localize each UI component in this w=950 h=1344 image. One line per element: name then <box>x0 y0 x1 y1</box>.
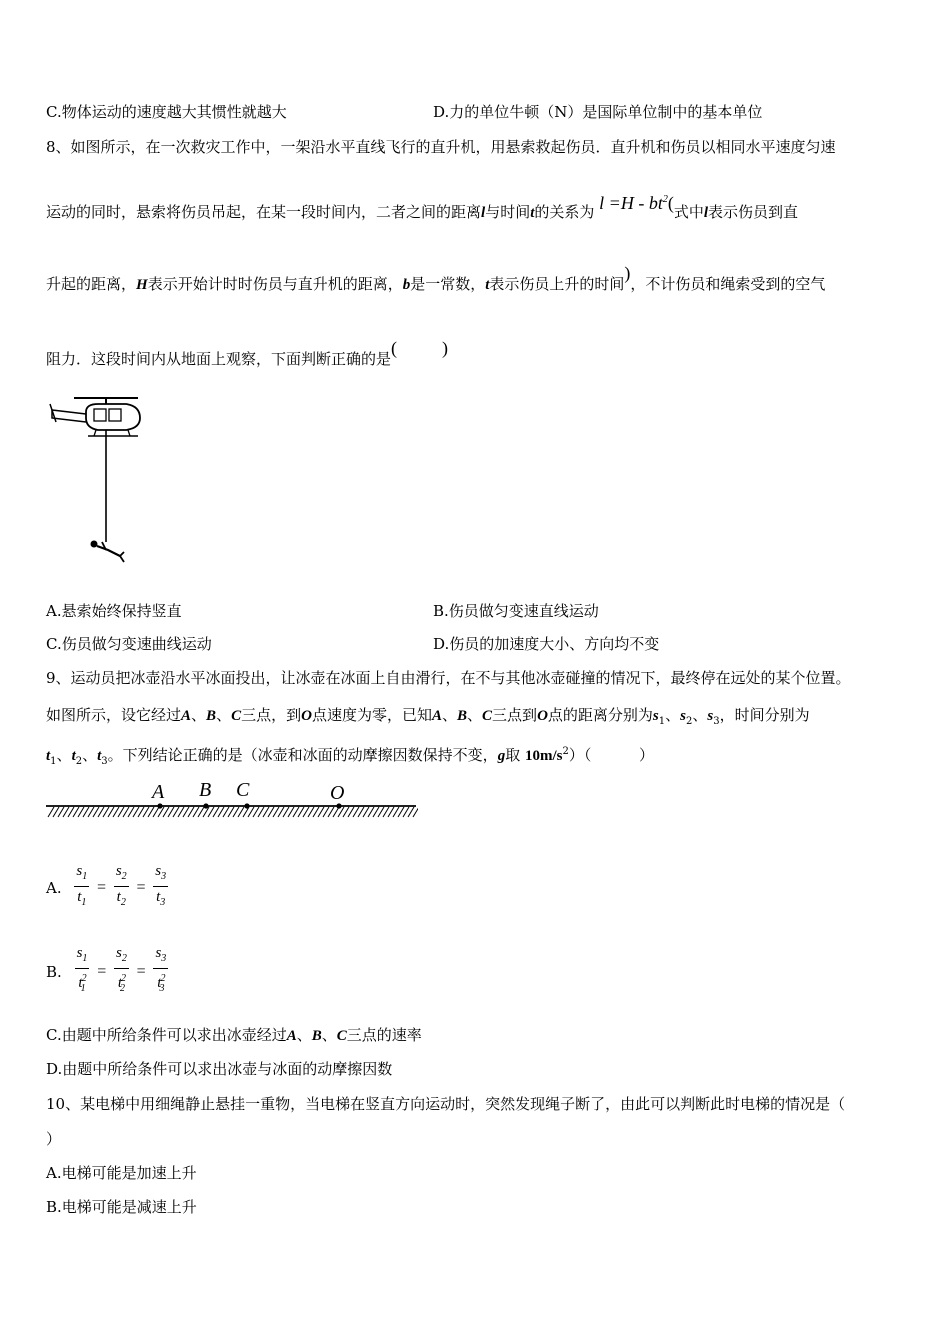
hatch-line <box>193 807 199 817</box>
hatch-line <box>73 807 79 817</box>
q8-text: 式中 <box>673 203 704 221</box>
q8-text: 的关系为 <box>534 203 595 221</box>
point-c: C <box>231 708 242 724</box>
open-paren: ( <box>667 193 674 213</box>
hatch-line <box>78 807 84 817</box>
hatch-line <box>168 807 174 817</box>
equals: = <box>136 962 146 980</box>
hatch-line <box>88 807 94 817</box>
q8-text: 是一常数， <box>410 275 486 293</box>
person-legs <box>120 552 124 562</box>
hatch-line <box>63 807 69 817</box>
point-o: O <box>537 708 548 724</box>
q9-text: ，时间分别为 <box>719 706 810 724</box>
hatch-line <box>183 807 189 817</box>
q9-text: 点的距离分别为 <box>547 706 653 724</box>
person-body <box>97 546 120 556</box>
hatch-line <box>253 807 259 817</box>
point-b: B <box>206 708 217 724</box>
q8-option-a: A.悬索始终保持竖直 <box>46 602 182 620</box>
q10-option-a: A.电梯可能是加速上升 <box>46 1164 197 1182</box>
point-c: C <box>482 708 493 724</box>
helicopter-figure <box>46 392 156 572</box>
hatch-line <box>288 807 294 817</box>
hatch-line <box>218 807 224 817</box>
q8-text: 与时间 <box>485 203 531 221</box>
hatch-line <box>303 807 309 817</box>
sep: 、 <box>56 746 72 764</box>
q8-text: 表示开始计时时伤员与直升机的距离， <box>147 275 403 293</box>
hatch-line <box>58 807 64 817</box>
g-value: 10m/s <box>524 748 563 764</box>
q8-option-d: D.伤员的加速度大小、方向均不变 <box>433 635 660 653</box>
q9-option-d: D.由题中所给条件可以求出冰壶与冰面的动摩擦因数 <box>46 1060 393 1078</box>
t2-sub: 2 <box>75 756 83 767</box>
option-a-label: A. <box>46 878 62 897</box>
equals: = <box>136 878 146 896</box>
point-o: O <box>301 708 312 724</box>
hatch-line <box>98 807 104 817</box>
s1-sub: 1 <box>658 716 666 727</box>
person-head <box>91 541 98 548</box>
q10-option-b: B.电梯可能是减速上升 <box>46 1198 197 1216</box>
hatch-line <box>138 807 144 817</box>
hatch-line <box>173 807 179 817</box>
hatch-line <box>153 807 159 817</box>
q9-option-c: C.由题中所给条件可以求出冰壶经过A、B、C三点的速率 <box>46 1026 422 1044</box>
hatch-line <box>243 807 249 817</box>
q8-text: 升起的距离， <box>46 275 137 293</box>
fraction-s1-t1sq: $\frac{s_1}{t^2_1}$ <box>76 945 88 994</box>
hatch-line <box>293 807 299 817</box>
equals: = <box>97 878 107 896</box>
hatch-line <box>308 807 314 817</box>
equals: = <box>97 962 107 980</box>
q8-option-c: C.伤员做匀变速曲线运动 <box>46 635 212 653</box>
q8-option-b: B.伤员做匀变速直线运动 <box>433 602 599 620</box>
hatch-line <box>398 807 404 817</box>
q9-option-a <box>46 862 170 913</box>
var-t: t <box>485 277 490 293</box>
label-o: O <box>330 782 345 804</box>
hatch-line <box>363 807 369 817</box>
hatch-line <box>368 807 374 817</box>
g-exp: 2 <box>562 746 569 757</box>
fraction-s3-t3: $\frac{s_3}{t_3}$ <box>155 863 167 908</box>
hatch-line <box>143 807 149 817</box>
sep: 、 <box>82 746 98 764</box>
hatch-line <box>378 807 384 817</box>
hatch-line <box>128 807 134 817</box>
ice-surface-figure <box>44 776 418 822</box>
tail-boom <box>52 410 86 422</box>
var-g: g <box>497 748 506 764</box>
point-a: A <box>181 708 192 724</box>
fraction-s2-t2sq: $\frac{s_2}{t^2_2}$ <box>116 945 127 994</box>
q9-text: 。下列结论正确的是（冰壶和冰面的动摩擦因数保持不变， <box>107 746 498 764</box>
fraction-s3-t3sq: $\frac{s_3}{t^2_3}$ <box>155 945 167 994</box>
q10-stem-line1: 10、某电梯中用细绳静止悬挂一重物，当电梯在竖直方向运动时，突然发现绳子断了，由此可以判断此时电梯的情况是（ <box>46 1095 846 1113</box>
hatch-line <box>68 807 74 817</box>
hatch-line <box>188 807 194 817</box>
hatch-line <box>283 807 289 817</box>
q9-text: 点速度为零，已知 <box>311 706 432 724</box>
hatch-line <box>263 807 269 817</box>
hatch-line <box>393 807 399 817</box>
hatch-line <box>268 807 274 817</box>
hatch-line <box>298 807 304 817</box>
surface-hatching <box>48 807 418 817</box>
q9-text: 取 <box>505 746 521 764</box>
hatch-line <box>113 807 119 817</box>
label-c: C <box>236 779 250 801</box>
label-a: A <box>152 781 165 803</box>
q8-stem-line2 <box>46 193 799 223</box>
q8-stem-line3 <box>46 263 826 295</box>
t1: t <box>46 748 51 764</box>
point-c-dot <box>244 803 249 808</box>
answer-paren: ( ) <box>391 338 449 358</box>
hatch-line <box>313 807 319 817</box>
fraction-s1-t1: $\frac{s_1}{t_1}$ <box>76 863 88 908</box>
hatch-line <box>108 807 114 817</box>
point-a: A <box>431 708 442 724</box>
hatch-line <box>403 807 409 817</box>
t2: t <box>71 748 76 764</box>
q9-stem-line1: 9、运动员把冰壶沿水平冰面投出，让冰壶在冰面上自由滑行，在不与其他冰壶碰撞的情况下，最终停在远处的某个位置。 <box>46 669 851 687</box>
var-b: b <box>402 277 411 293</box>
q8-text: 运动的同时，悬索将伤员吊起，在某一段时间内，二者之间的距离 <box>46 203 482 221</box>
formula-exponent: 2 <box>662 194 668 205</box>
fraction-s2-t2: $\frac{s_2}{t_2}$ <box>115 863 127 908</box>
hatch-line <box>318 807 324 817</box>
hatch-line <box>343 807 349 817</box>
sep: 、 <box>191 706 207 724</box>
hatch-line <box>328 807 334 817</box>
q9-stem-line3 <box>46 742 654 772</box>
option-b-label: B. <box>46 962 62 981</box>
sep: 、 <box>692 706 708 724</box>
q8-formula <box>599 193 668 213</box>
point-a-dot <box>157 803 162 808</box>
hatch-line <box>258 807 264 817</box>
var-H: H <box>136 277 148 293</box>
hatch-line <box>233 807 239 817</box>
q10-stem-line2: ） <box>46 1130 62 1148</box>
point-b-dot <box>203 803 208 808</box>
hatch-line <box>198 807 204 817</box>
s2-sub: 2 <box>686 716 693 727</box>
hatch-line <box>163 807 169 817</box>
hatch-line <box>408 807 414 817</box>
hatch-line <box>278 807 284 817</box>
q9-text: ）（ ） <box>568 746 655 764</box>
hatch-line <box>333 807 339 817</box>
q9-stem-line2 <box>46 705 810 732</box>
hatch-line <box>223 807 229 817</box>
hatch-line <box>178 807 184 817</box>
hatch-line <box>148 807 154 817</box>
var-l: l <box>481 205 486 221</box>
q7-option-c: C.物体运动的速度越大其惯性就越大 <box>46 103 287 121</box>
q8-text: ，不计伤员和绳索受到的空气 <box>630 275 826 293</box>
hatch-line <box>208 807 214 817</box>
var-t: t <box>530 205 535 221</box>
hatch-line <box>158 807 164 817</box>
s3-sub: 3 <box>713 716 720 727</box>
q8-text: 表示伤员上升的时间 <box>489 275 625 293</box>
hatch-line <box>133 807 139 817</box>
sep: 、 <box>441 706 457 724</box>
hatch-line <box>348 807 354 817</box>
hatch-line <box>358 807 364 817</box>
point-b: B <box>457 708 468 724</box>
s3: s <box>707 708 714 724</box>
hatch-line <box>273 807 279 817</box>
hatch-line <box>323 807 329 817</box>
close-paren: ) <box>624 263 631 283</box>
hatch-line <box>413 807 418 817</box>
t1-sub: 1 <box>50 756 57 767</box>
point-o-dot <box>336 803 341 808</box>
s2: s <box>680 708 686 724</box>
q9-text: 如图所示，设它经过 <box>46 706 182 724</box>
q8-stem-line1: 8、如图所示，在一次救灾工作中，一架沿水平直线飞行的直升机，用悬索救起伤员．直升机和伤员以相同水平速度匀速 <box>46 138 836 156</box>
label-b: B <box>199 779 212 801</box>
q9-text: 三点到 <box>492 706 538 724</box>
hatch-line <box>103 807 109 817</box>
hatch-line <box>123 807 129 817</box>
hatch-line <box>383 807 389 817</box>
hatch-line <box>53 807 59 817</box>
q9-text: 三点，到 <box>241 706 302 724</box>
formula-body: l =H - bt <box>599 193 663 213</box>
hatch-line <box>93 807 99 817</box>
sep: 、 <box>665 706 681 724</box>
hatch-line <box>388 807 394 817</box>
tail-rotor <box>50 404 56 422</box>
hatch-line <box>118 807 124 817</box>
q7-option-d: D.力的单位牛顿（N）是国际单位制中的基本单位 <box>433 103 763 121</box>
hatch-line <box>213 807 219 817</box>
t3-sub: 3 <box>101 756 108 767</box>
window <box>109 409 121 421</box>
q8-stem-line4 <box>46 338 449 369</box>
q9-option-b <box>46 944 170 999</box>
s1: s <box>652 708 659 724</box>
hatch-line <box>238 807 244 817</box>
hatch-line <box>83 807 89 817</box>
hatch-line <box>48 807 54 817</box>
window <box>94 409 106 421</box>
hatch-line <box>353 807 359 817</box>
hatch-line <box>373 807 379 817</box>
t3: t <box>97 748 102 764</box>
sep: 、 <box>216 706 232 724</box>
q8-text: 表示伤员到直 <box>708 203 799 221</box>
sep: 、 <box>467 706 483 724</box>
q8-text: 阻力．这段时间内从地面上观察，下面判断正确的是 <box>46 350 392 368</box>
hatch-line <box>248 807 254 817</box>
var-l: l <box>703 205 709 221</box>
hatch-line <box>228 807 234 817</box>
